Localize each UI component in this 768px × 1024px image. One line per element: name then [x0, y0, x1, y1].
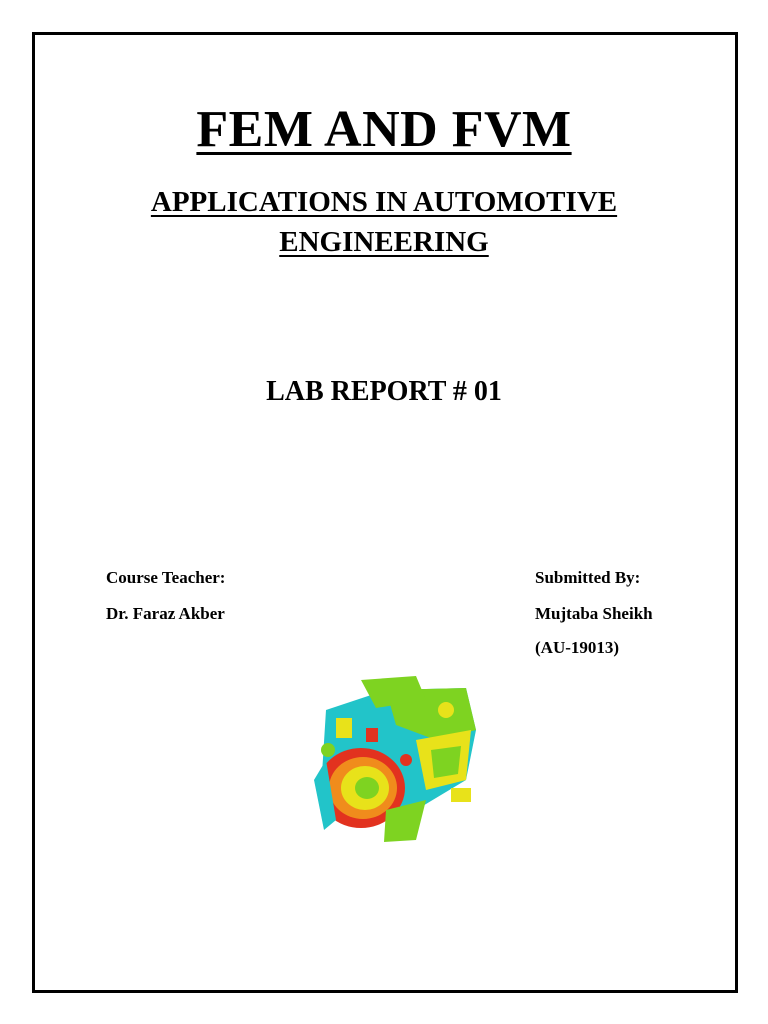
- subtitle: [0, 182, 768, 262]
- submitted-by-label: Submitted By:: [535, 568, 641, 587]
- course-teacher-name: Dr. Faraz Akber: [106, 604, 225, 623]
- course-teacher-label: Course Teacher:: [106, 568, 226, 587]
- student-name: Mujtaba Sheikh: [535, 604, 653, 623]
- student-id: (AU-19013): [535, 638, 620, 657]
- page-title: FEM AND FVM: [196, 101, 572, 158]
- lab-report-number: LAB REPORT # 01: [266, 376, 502, 407]
- subtitle-line-2: ENGINEERING: [279, 226, 489, 258]
- subtitle-line-1: APPLICATIONS IN AUTOMOTIVE: [150, 186, 618, 218]
- engine-fem-image: [266, 670, 502, 852]
